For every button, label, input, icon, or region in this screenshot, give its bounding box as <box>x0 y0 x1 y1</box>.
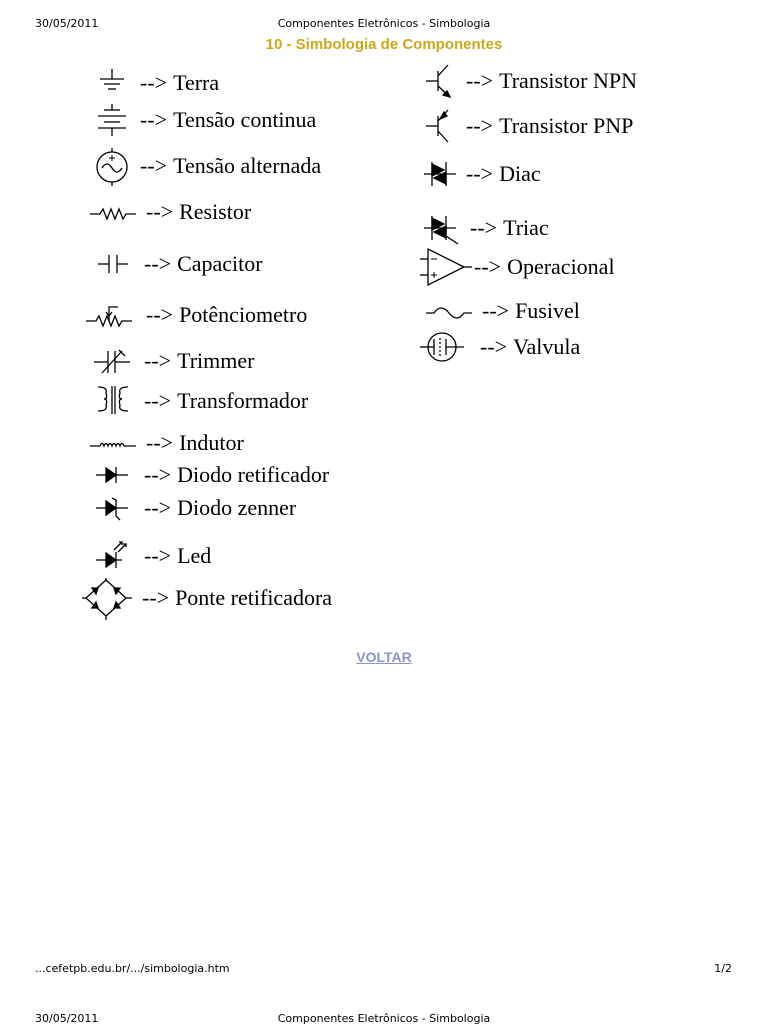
symbol-item-capacitor: --> Capacitor <box>92 248 263 280</box>
label-tensao-alternada: Tensão alternada <box>173 153 322 178</box>
label-terra: Terra <box>173 70 220 95</box>
label-led: Led <box>177 543 212 568</box>
next-page-title: Componentes Eletrônicos - Simbologia <box>277 1012 491 1025</box>
resistor-icon <box>88 196 138 228</box>
document-title: 10 - Simbologia de Componentes <box>265 36 503 53</box>
symbol-item-terra: --> Terra <box>92 67 219 99</box>
op-amp-icon <box>418 247 472 287</box>
zener-diode-icon <box>92 492 136 524</box>
capacitor-icon <box>92 248 136 280</box>
symbol-item-tensao-continua: --> Tensão continua <box>92 104 316 136</box>
page-number: 1/2 <box>714 962 732 975</box>
label-tensao-continua: Tensão continua <box>173 107 317 132</box>
back-link[interactable]: VOLTAR <box>356 649 412 665</box>
transformer-icon <box>92 384 136 418</box>
print-page-title: Componentes Eletrônicos - Simbologia <box>277 17 491 30</box>
label-capacitor: Capacitor <box>177 251 263 276</box>
label-triac: Triac <box>503 215 549 240</box>
label-diodo-zenner: Diodo zenner <box>177 495 297 520</box>
fuse-icon <box>424 295 474 327</box>
vacuum-tube-icon <box>420 330 470 364</box>
triac-icon <box>424 210 462 246</box>
next-page-date: 30/05/2011 <box>35 1012 99 1025</box>
pnp-transistor-icon <box>424 108 458 144</box>
npn-transistor-icon <box>424 61 458 101</box>
label-valvula: Valvula <box>513 334 581 359</box>
label-diac: Diac <box>499 161 541 186</box>
label-transistor-pnp: Transistor PNP <box>499 113 634 138</box>
symbol-item-diodo-zenner: --> Diodo zenner <box>92 492 296 524</box>
label-diodo-retificador: Diodo retificador <box>177 462 330 487</box>
symbol-item-indutor: --> Indutor <box>88 427 244 459</box>
potentiometer-icon <box>86 299 138 331</box>
dc-source-icon <box>92 104 132 136</box>
label-operacional: Operacional <box>507 254 615 279</box>
symbol-item-transistor-pnp: --> Transistor PNP <box>424 110 633 142</box>
print-date: 30/05/2011 <box>35 17 99 30</box>
label-fusivel: Fusivel <box>515 298 580 323</box>
label-indutor: Indutor <box>179 430 244 455</box>
symbol-item-tensao-alternada: --> Tensão alternada <box>92 150 321 182</box>
symbol-item-diac: --> Diac <box>424 158 541 190</box>
label-ponte-retificadora: Ponte retificadora <box>175 585 333 610</box>
symbol-item-potenciometro: --> Potênciometro <box>86 299 307 331</box>
symbol-item-trimmer: --> Trimmer <box>92 345 254 377</box>
label-transformador: Transformador <box>177 388 309 413</box>
symbol-item-triac: --> Triac <box>424 212 549 244</box>
trimmer-icon <box>92 345 136 377</box>
symbol-item-diodo-retificador: --> Diodo retificador <box>92 459 329 491</box>
led-icon <box>92 540 136 572</box>
symbol-item-operacional: --> Operacional <box>418 251 615 283</box>
back-link-container <box>0 647 768 666</box>
inductor-icon <box>88 427 138 459</box>
label-transistor-npn: Transistor NPN <box>499 68 638 93</box>
ac-source-icon <box>92 148 132 184</box>
symbol-item-ponte-retificadora: --> Ponte retificadora <box>82 582 332 614</box>
symbol-item-fusivel: --> Fusivel <box>424 295 580 327</box>
print-url: ...cefetpb.edu.br/.../simbologia.htm <box>35 962 230 975</box>
rectifier-diode-icon <box>92 459 136 491</box>
symbol-item-transformador: --> Transformador <box>92 385 308 417</box>
ground-icon <box>92 67 132 99</box>
label-resistor: Resistor <box>179 199 252 224</box>
bridge-rectifier-icon <box>82 578 134 618</box>
symbol-item-resistor: --> Resistor <box>88 196 251 228</box>
diac-icon <box>424 156 458 192</box>
label-potenciometro: Potênciometro <box>179 302 308 327</box>
symbol-item-valvula: --> Valvula <box>420 331 580 363</box>
label-trimmer: Trimmer <box>177 348 255 373</box>
symbol-item-led: --> Led <box>92 540 211 572</box>
symbol-item-transistor-npn: --> Transistor NPN <box>424 65 637 97</box>
